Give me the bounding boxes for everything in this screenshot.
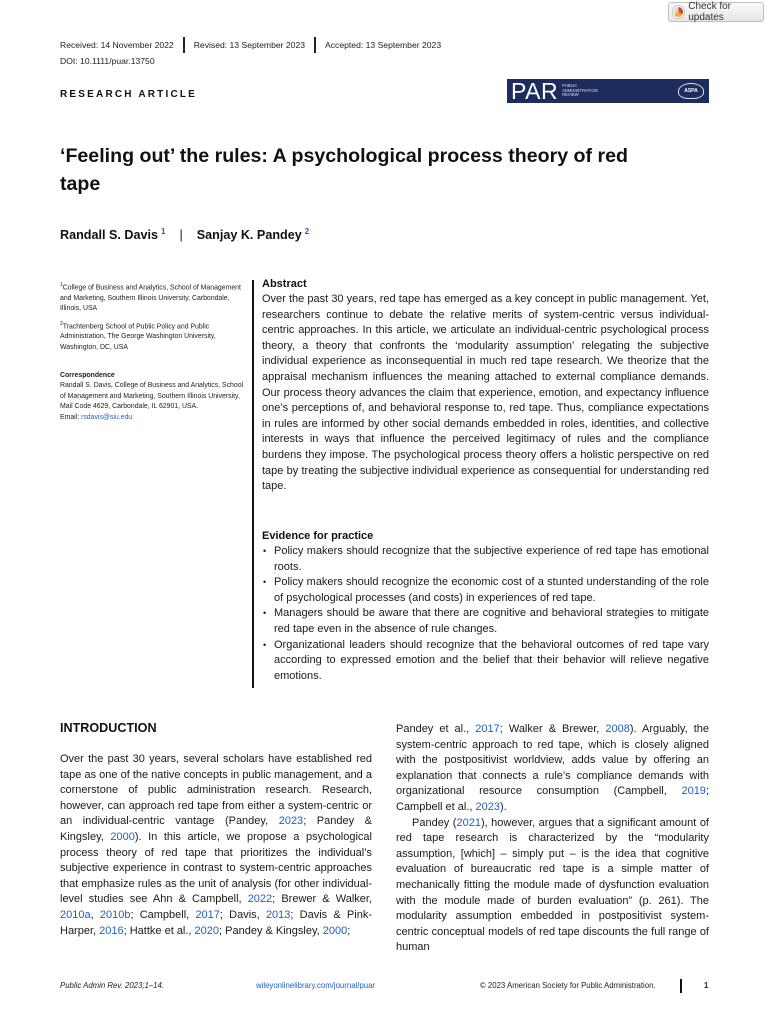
citation-link[interactable]: 2013 [265, 908, 291, 921]
author-name: Sanjay K. Pandey [196, 228, 302, 242]
body-text: ; Brewer & Walker, [272, 893, 372, 906]
date-divider [314, 37, 316, 53]
body-text: Pandey ( [412, 816, 457, 829]
accepted-date: Accepted: 13 September 2023 [325, 40, 442, 50]
evidence-item: • Organizational leaders should recognize that the behavioral outcomes of red tape vary according to expressed emotion and the belief that their behavior will relieve negative emotions. [262, 638, 709, 685]
affiliation-text: Trachtenberg School of Public Policy and Public Administration, The George Washington University, Washington, DC, USA [60, 322, 216, 351]
email-link[interactable]: rsdavis@siu.edu [81, 413, 133, 421]
citation-link[interactable]: 2023 [278, 815, 304, 828]
affiliation-number: 2 [60, 320, 63, 327]
body-text: ; [347, 924, 351, 937]
body-column-left [60, 752, 372, 939]
citation-link[interactable]: 2023 [475, 800, 500, 813]
body-text: ). In this article, we propose a psychological process theory of red tape that prioritizes the individual’s subjective experience in contrast to system-centric approaches that emphasize rules as the unit of analysis (for other individual-level studies see Ahn & Campbell, [60, 830, 372, 906]
affiliation [60, 280, 248, 315]
body-text: ; Davis & Pink-Harper, [60, 908, 372, 937]
date-divider [183, 37, 185, 53]
citation-link[interactable]: 2019 [681, 785, 706, 798]
page-number: 1 [704, 981, 709, 990]
column-divider [252, 280, 254, 688]
body-text: ; Walker & Brewer, [499, 723, 606, 735]
citation-link[interactable]: 2000 [322, 924, 348, 937]
received-date: Received: 14 November 2022 [60, 40, 174, 50]
citation-link[interactable]: 2017 [475, 723, 500, 735]
abstract-text: Over the past 30 years, red tape has emerged as a key concept in public management. Yet, researchers continue to debate the relative merits of system-centric versus individual-centric approaches. In this article, we articulate an individual-centric psychological process theory, a theory that confronts the ‘modularity assumption’ relegating the subjective individual experience as inconsequential in much red tape research. We theorize that the appraisal mechanism influences the meaning attached to external compliance demands. Our process theory advances the claim that experience, emotion, and expectancy influence one’s perceptions of, and behavioral response to, red tape. Thus, compliance expectations in rules are informed by other social demands embedded in roles, identities, and collective interests in ways that influence the perceived legitimacy of rules and the compliance burdens they impose. The psychological process theory offers a holistic perspective on red tape by treating the subjective individual experience as consequential for understanding red tape. [262, 293, 709, 493]
affiliations [60, 280, 248, 357]
check-for-updates-label: Check for updates [688, 1, 732, 23]
evidence-heading: Evidence for practice [262, 530, 374, 542]
body-text: ), however, argues that a significant amount of red tape research is characterized by the “modularity assumption, [which] – simply put – is the idea that cognitive evaluation of bureaucratic red tape is a simple matter of mechanically fitting the module made of dysfunction evaluation with the module made of burden evaluation” (p. 261). The modularity assumption embedded in postpositivist system-centric conceptual models of red tape discounts the full range of human [396, 816, 709, 954]
body-text: ; Pandey & Kingsley, [219, 924, 323, 937]
citation-link[interactable]: 2008 [605, 723, 630, 735]
check-for-updates-button[interactable] [668, 2, 764, 22]
body-text: Over the past 30 years, several scholars have established red tape as one of the native concepts in public management, and a cornerstone of public administration research. Research, however, can approach red tape from either a system-centric or an individual-centric vantage (Pandey, [60, 753, 372, 828]
affiliation-number: 1 [60, 282, 63, 288]
article-type-label: RESEARCH ARTICLE [60, 89, 198, 100]
citation-link[interactable]: 2010b [99, 908, 131, 921]
body-text: ; Davis, [219, 908, 266, 921]
journal-logo [507, 79, 709, 103]
author-list [60, 228, 309, 242]
doi: DOI: 10.1111/puar.13750 [60, 56, 155, 66]
citation-link[interactable]: 2010a [60, 908, 91, 921]
body-text: ; Campbell, [130, 908, 196, 921]
page-footer [60, 979, 711, 993]
abstract-section [262, 278, 709, 495]
author-name: Randall S. Davis [60, 228, 158, 242]
citation-link[interactable]: 2020 [194, 924, 220, 937]
abstract-heading: Abstract [262, 278, 307, 290]
correspondence [60, 371, 248, 423]
affiliation-link[interactable]: 1 [161, 227, 166, 236]
correspondence-email [60, 413, 248, 423]
body-text: ). [499, 800, 507, 813]
author-separator: | [179, 228, 183, 242]
body-text: ; Pandey & Kingsley, [60, 815, 372, 843]
journal-logo-name: PUBLIC ADMINISTRATION REVIEW [562, 82, 598, 98]
journal-url-link[interactable]: wileyonlinelibrary.com/journal/puar [256, 981, 376, 990]
evidence-section [262, 530, 709, 684]
affiliation [60, 319, 248, 354]
evidence-item: • Policy makers should recognize that the subjective experience of red tape has emotional roots. [262, 544, 709, 575]
evidence-list [262, 544, 709, 684]
crossmark-icon [673, 6, 684, 18]
correspondence-heading: Correspondence [60, 372, 115, 379]
body-text: ). Arguably, the system-centric approach to red tape, which is closely aligned with the postpositivist worldview, adds value by offering an explanation that connects a rule’s compliance demands with organizational resource consumption (Campbell, [396, 723, 710, 798]
correspondence-text: Randall S. Davis, College of Business and Analytics, School of Management and Marketing, Southern Illinois University, Mail Code 4629, Carbondale, IL 62901, USA. [60, 382, 244, 411]
article-dates [60, 36, 441, 54]
body-text: ; Hattke et al., [123, 924, 195, 937]
aspa-badge: ASPA [678, 83, 704, 99]
email-label: Email: [60, 413, 82, 421]
citation-link[interactable]: 2021 [456, 816, 481, 829]
article-title: ‘Feeling out’ the rules: A psychological process theory of red tape [60, 145, 628, 195]
footer-copyright: © 2023 American Society for Public Administration. [480, 981, 656, 990]
body-text: ; Campbell et al., [396, 785, 709, 813]
evidence-item: • Policy makers should recognize the economic cost of a stunted understanding of the role of psychological processes (and costs) in experiences of red tape. [262, 575, 709, 606]
affiliation-text: College of Business and Analytics, School of Management and Marketing, Southern Illinois University, Carbondale, Illinois, USA [60, 284, 241, 313]
citation-link[interactable]: 2017 [195, 908, 220, 921]
body-column-right [396, 722, 709, 956]
citation-link[interactable]: 2016 [99, 924, 124, 937]
footer-divider [680, 979, 682, 993]
affiliation-link[interactable]: 2 [304, 227, 310, 236]
footer-citation: Public Admin Rev. 2023;1–14. [60, 981, 165, 990]
body-text: , [90, 908, 100, 921]
introduction-heading: INTRODUCTION [60, 721, 157, 735]
citation-link[interactable]: 2000 [110, 830, 135, 843]
revised-date: Revised: 13 September 2023 [193, 40, 306, 50]
evidence-item: • Managers should be aware that there are cognitive and behavioral strategies to mitigate red tape even in the absence of rule changes. [262, 606, 709, 637]
body-text: Pandey et al., [396, 723, 476, 735]
journal-logo-acronym: PAR [511, 77, 559, 104]
body-paragraph [396, 722, 709, 816]
body-paragraph [396, 816, 709, 956]
citation-link[interactable]: 2022 [247, 893, 273, 906]
